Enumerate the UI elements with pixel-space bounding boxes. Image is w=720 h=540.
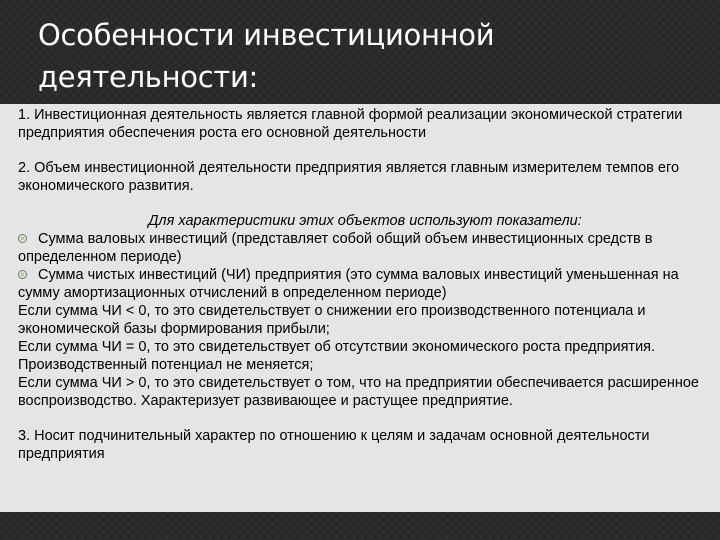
- indicators-heading: Для характеристики этих объектов используют показатели:: [148, 213, 582, 229]
- point-2: 2. Объем инвестиционной деятельности предприятия является главным измерителем темпов его экономического развития.: [18, 160, 680, 194]
- condition-negative: Если сумма ЧИ < 0, то это свидетельствует о снижении его производственного потенциала и экономической базы формирования прибыли;: [18, 303, 646, 337]
- bullet-net-investment-text: Сумма чистых инвестиций (ЧИ) предприятия (это сумма валовых инвестиций уменьшенная на сумму амортизационных отчислений в определенном периоде): [18, 267, 679, 301]
- bullet-icon: [18, 234, 27, 243]
- condition-zero: Если сумма ЧИ = 0, то это свидетельствует об отсутствии экономического роста предприятия. Производственный потенциал не меняется;: [18, 339, 656, 373]
- point-1: 1. Инвестиционная деятельность является главной формой реализации экономической стратегии предприятия обеспечения роста его основной деятельности: [18, 107, 683, 141]
- slide-title: Особенности инвестиционной деятельности:: [38, 18, 495, 94]
- bullet-icon: [18, 270, 27, 279]
- content-panel: [0, 104, 720, 512]
- bullet-gross-investment-text: Сумма валовых инвестиций (представляет собой общий объем инвестиционных средств в определенном периоде): [18, 231, 653, 265]
- bullet-gross-investment: [18, 230, 702, 266]
- point-3: 3. Носит подчинительный характер по отношению к целям и задачам основной деятельности предприятия: [18, 428, 650, 462]
- bullet-net-investment: [18, 266, 702, 302]
- condition-positive: Если сумма ЧИ > 0, то это свидетельствует о том, что на предприятии обеспечивается расширенное воспроизводство. Характеризует развивающее и растущее предприятие.: [18, 375, 699, 409]
